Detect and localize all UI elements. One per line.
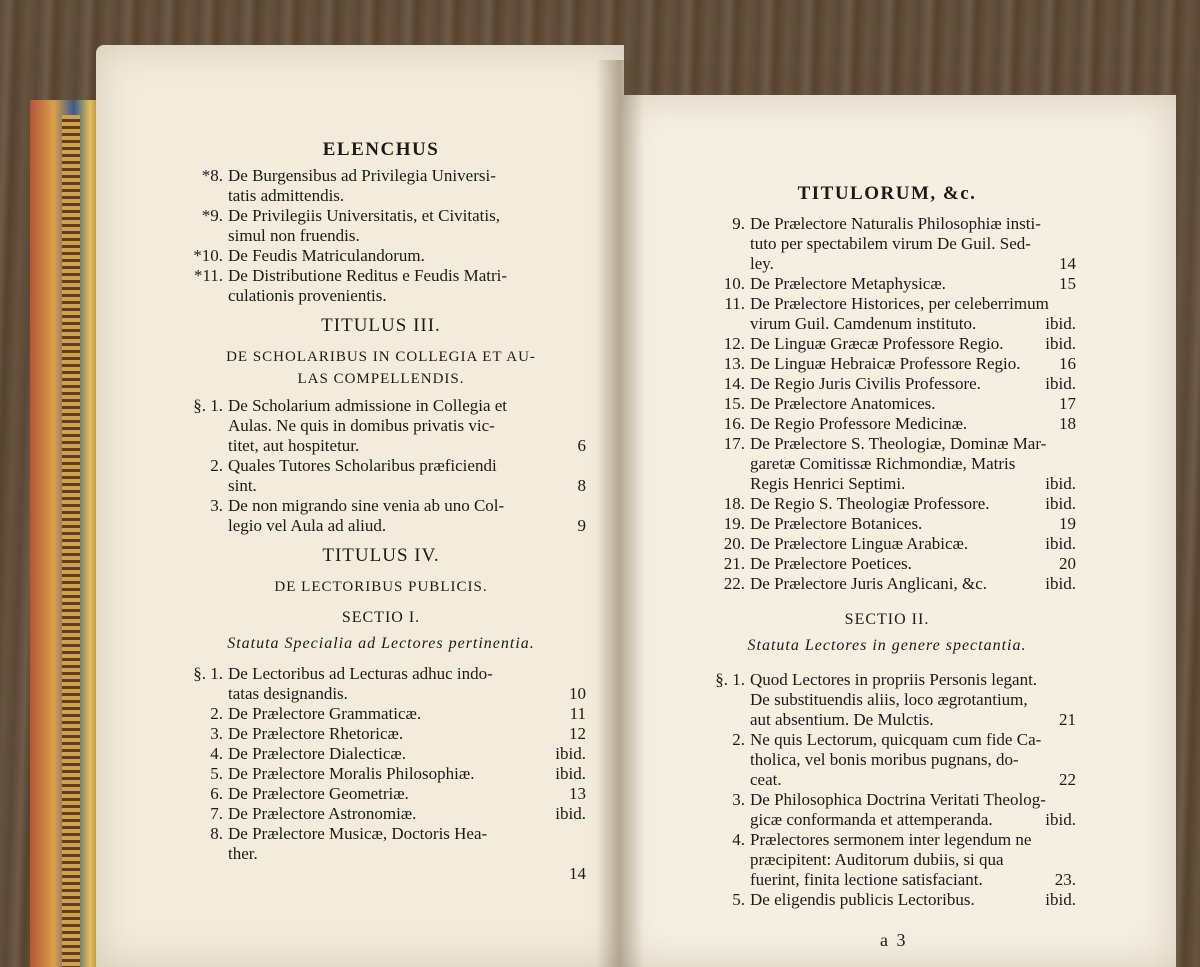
entry-title: De Prælectore Musicæ, Doctoris Hea- (228, 824, 488, 843)
running-head-left: ELENCHUS (322, 139, 440, 160)
entry-text (750, 334, 1076, 354)
entry-text (750, 214, 1076, 274)
entry-line (228, 744, 586, 764)
page-reference (1068, 670, 1076, 690)
running-head-right: TITULORUM, &c. (797, 183, 977, 204)
entry-line (228, 516, 586, 536)
entry-title: De Prælectore Linguæ Arabicæ. (750, 534, 969, 553)
sectio-i-subject: Statuta Specialia ad Lectores pertinentia. (227, 635, 535, 652)
page-reference: 22 (1059, 770, 1076, 789)
entry-title: præcipitent: Auditorum dubiis, si qua (750, 850, 1004, 869)
entry-title: De Regio Juris Civilis Professore. (750, 374, 981, 393)
entry-number: 13. (723, 354, 745, 373)
entries-left-b (176, 396, 586, 536)
entry-line (228, 784, 586, 804)
entry-number: 3. (210, 724, 223, 743)
toc-entry (698, 294, 1076, 334)
page-reference: 8 (577, 476, 586, 495)
entry-number: 16. (723, 414, 745, 433)
page-reference (1068, 294, 1076, 314)
page-reference: ibid. (1045, 334, 1076, 353)
entry-title: De Regio Professore Medicinæ. (750, 414, 968, 433)
page-reference (578, 166, 586, 186)
toc-entry (176, 496, 586, 536)
page-reference: ibid. (1045, 314, 1076, 333)
entry-line (228, 824, 586, 844)
entry-title: Ne quis Lectorum, quicquam cum fide Ca- (750, 730, 1042, 749)
titulus-iii-subject (176, 346, 586, 390)
entry-line (228, 206, 586, 226)
toc-entry (176, 664, 586, 704)
page-reference (1068, 434, 1076, 454)
toc-entry (176, 266, 586, 306)
entry-title: De Prælectore Poetices. (750, 554, 912, 573)
entry-line (228, 804, 586, 824)
toc-entry (698, 574, 1076, 594)
toc-entry (698, 554, 1076, 574)
entry-title: De Prælectore Dialecticæ. (228, 744, 406, 763)
page-reference: 10 (569, 684, 586, 703)
entry-number: §. 1. (715, 670, 745, 689)
page-reference (578, 186, 586, 206)
page-reference: 19 (1059, 514, 1076, 533)
page-reference: ibid. (1045, 574, 1076, 593)
page-reference (1068, 850, 1076, 870)
entry-title: virum Guil. Camdenum instituto. (750, 314, 977, 333)
titulus-iv-subject: DE LECTORIBUS PUBLICIS. (274, 579, 488, 595)
entry-number: 21. (723, 554, 745, 573)
entry-line (750, 574, 1076, 594)
entry-line (750, 414, 1076, 434)
sectio-ii-heading: SECTIO II. (844, 611, 930, 628)
entry-title: De Prælectore Metaphysicæ. (750, 274, 946, 293)
toc-entry (176, 704, 586, 724)
toc-entry (176, 744, 586, 764)
toc-entry (698, 354, 1076, 374)
entry-number: 15. (723, 394, 745, 413)
entry-line (228, 684, 586, 704)
left-page-text (176, 138, 586, 884)
toc-entry (698, 334, 1076, 354)
entry-text (750, 514, 1076, 534)
entry-number: 8. (210, 824, 223, 843)
entry-title: garetæ Comitissæ Richmondiæ, Matris (750, 454, 1016, 473)
entry-title: De Feudis Matriculandorum. (228, 246, 425, 265)
toc-entry (698, 214, 1076, 274)
page-reference: 18 (1059, 414, 1076, 433)
entry-title: De Prælectore Grammaticæ. (228, 704, 422, 723)
entry-text (750, 534, 1076, 554)
entry-title (228, 864, 561, 884)
entry-line (750, 314, 1076, 334)
entry-title: legio vel Aula ad aliud. (228, 516, 387, 535)
entry-line (228, 166, 586, 186)
entry-number: 11. (724, 294, 745, 313)
entry-title: Quod Lectores in propriis Personis legant. (750, 670, 1038, 689)
entry-text (750, 274, 1076, 294)
toc-entry (698, 534, 1076, 554)
entry-line (228, 864, 586, 884)
entry-line (750, 294, 1076, 314)
toc-entry (698, 670, 1076, 730)
entry-text (750, 394, 1076, 414)
entry-line (228, 704, 586, 724)
entry-line (228, 186, 586, 206)
page-reference: 11 (569, 704, 586, 723)
entry-number: *9. (201, 206, 223, 225)
folio-signature: a 3 (880, 930, 908, 950)
toc-entry (698, 274, 1076, 294)
toc-entry (698, 830, 1076, 890)
page-reference (1068, 690, 1076, 710)
toc-entry (698, 374, 1076, 394)
entry-line (750, 730, 1076, 750)
page-reference: ibid. (1045, 374, 1076, 393)
entry-title: De Burgensibus ad Privilegia Universi- (228, 166, 496, 185)
entry-title: tuto per spectabilem virum De Guil. Sed- (750, 234, 1031, 253)
entry-text (750, 374, 1076, 394)
entry-number: 14. (723, 374, 745, 393)
toc-entry (176, 724, 586, 744)
entry-text (228, 396, 586, 456)
entry-line (228, 844, 586, 864)
page-reference: 20 (1059, 554, 1076, 573)
entry-number: 2. (210, 704, 223, 723)
entry-text (228, 246, 586, 266)
entry-title: De Distributione Reditus e Feudis Matri- (228, 266, 508, 285)
entry-text (750, 730, 1076, 790)
entry-text (228, 166, 586, 206)
entry-number: 19. (723, 514, 745, 533)
entry-text (750, 414, 1076, 434)
entry-text (228, 206, 586, 246)
entry-title: fuerint, finita lectione satisfaciant. (750, 870, 983, 889)
entry-title: tatis admittendis. (228, 186, 345, 205)
entry-number: 5. (732, 890, 745, 909)
entry-number: *10. (193, 246, 223, 265)
toc-entry (698, 394, 1076, 414)
page-reference (578, 266, 586, 286)
entry-title: De Prælectore Moralis Philosophiæ. (228, 764, 475, 783)
entry-number: 5. (210, 764, 223, 783)
toc-entry (176, 764, 586, 784)
entry-text (750, 830, 1076, 890)
entry-line (228, 456, 586, 476)
entry-text (228, 724, 586, 744)
subject-line: LAS COMPELLENDIS. (297, 371, 465, 387)
page-reference (1068, 454, 1076, 474)
entries-right-b (698, 670, 1076, 910)
page-reference: ibid. (1045, 494, 1076, 513)
page-reference (578, 246, 586, 266)
page-reference: 16 (1059, 354, 1076, 373)
entry-title: Regis Henrici Septimi. (750, 474, 906, 493)
page-reference (1068, 830, 1076, 850)
page-gutter (596, 60, 644, 967)
entry-text (750, 574, 1076, 594)
entry-line (750, 254, 1076, 274)
entry-number: 22. (723, 574, 745, 593)
entry-number: §. 1. (193, 396, 223, 415)
page-reference (578, 206, 586, 226)
entry-line (750, 690, 1076, 710)
page-reference (578, 416, 586, 436)
entry-title: De Privilegiis Universitatis, et Civitatis, (228, 206, 500, 225)
entry-line (750, 534, 1076, 554)
page-reference: 14 (569, 864, 586, 883)
entry-number: 10. (723, 274, 745, 293)
toc-entry (698, 514, 1076, 534)
page-reference: 21 (1059, 710, 1076, 729)
entry-number: *8. (201, 166, 223, 185)
entry-title: Quales Tutores Scholaribus præficiendi (228, 456, 497, 475)
entry-title: De Prælectore Astronomiæ. (228, 804, 417, 823)
page-reference (578, 824, 586, 844)
entry-title: De Prælectore Naturalis Philosophiæ insti- (750, 214, 1041, 233)
toc-entry (176, 166, 586, 206)
entry-line (750, 454, 1076, 474)
entry-line (750, 354, 1076, 374)
titulus-iv-heading: TITULUS IV. (322, 545, 440, 566)
entry-line (750, 870, 1076, 890)
page-reference: ibid. (1045, 890, 1076, 909)
entries-right-a (698, 214, 1076, 594)
entry-line (750, 890, 1076, 910)
entry-text (228, 764, 586, 784)
entry-title: ley. (750, 254, 774, 273)
entry-title: aut absentium. De Mulctis. (750, 710, 934, 729)
entry-number: *11. (193, 266, 223, 285)
page-reference (578, 844, 586, 864)
toc-entry (176, 824, 586, 884)
entry-title: De Prælectore Geometriæ. (228, 784, 409, 803)
page-reference: ibid. (1045, 534, 1076, 553)
page-reference (578, 456, 586, 476)
entry-line (750, 790, 1076, 810)
entry-title: De Prælectore S. Theologiæ, Dominæ Mar- (750, 434, 1047, 453)
entry-line (750, 374, 1076, 394)
entry-title: De substituendis aliis, loco ægrotantium, (750, 690, 1028, 709)
entry-title: culationis provenientis. (228, 286, 387, 305)
entry-number: §. 1. (193, 664, 223, 683)
entry-text (228, 266, 586, 306)
page-reference (1068, 750, 1076, 770)
entry-number: 7. (210, 804, 223, 823)
page-reference: 12 (569, 724, 586, 743)
entry-number: 12. (723, 334, 745, 353)
entry-text (750, 294, 1076, 334)
sectio-i-heading: SECTIO I. (341, 609, 421, 626)
entry-text (750, 354, 1076, 374)
entry-line (750, 850, 1076, 870)
entry-text (228, 744, 586, 764)
entry-line (750, 214, 1076, 234)
entry-title: De eligendis publicis Lectoribus. (750, 890, 975, 909)
entry-line (228, 496, 586, 516)
entry-line (228, 416, 586, 436)
entry-title: Aulas. Ne quis in domibus privatis vic- (228, 416, 495, 435)
entry-title: gicæ conformanda et attemperanda. (750, 810, 993, 829)
entry-line (750, 494, 1076, 514)
entry-number: 20. (723, 534, 745, 553)
entries-left-a (176, 166, 586, 306)
entry-number: 2. (210, 456, 223, 475)
right-page-text (698, 182, 1076, 910)
page-reference: 17 (1059, 394, 1076, 413)
entry-title: tatas designandis. (228, 684, 348, 703)
page-reference (578, 396, 586, 416)
toc-entry (176, 206, 586, 246)
entry-title: De Prælectore Botanices. (750, 514, 923, 533)
toc-entry (176, 246, 586, 266)
sectio-ii-subject: Statuta Lectores in genere spectantia. (747, 637, 1027, 654)
entry-line (228, 246, 586, 266)
entry-title: De Regio S. Theologiæ Professore. (750, 494, 990, 513)
entry-text (750, 554, 1076, 574)
entry-line (228, 724, 586, 744)
entry-title: De non migrando sine venia ab uno Col- (228, 496, 505, 515)
entry-text (750, 790, 1076, 830)
entry-line (228, 476, 586, 496)
entry-text (228, 784, 586, 804)
entry-text (228, 824, 586, 884)
entry-title: simul non fruendis. (228, 226, 360, 245)
toc-entry (698, 494, 1076, 514)
entry-line (750, 770, 1076, 790)
entry-number: 18. (723, 494, 745, 513)
entry-number: 4. (732, 830, 745, 849)
toc-entry (176, 784, 586, 804)
toc-entry (698, 434, 1076, 494)
entry-line (228, 664, 586, 684)
page-reference (578, 286, 586, 306)
entry-line (750, 514, 1076, 534)
toc-entry (698, 414, 1076, 434)
entry-line (750, 434, 1076, 454)
page-reference (1068, 234, 1076, 254)
entry-title: De Philosophica Doctrina Veritati Theolog- (750, 790, 1046, 809)
entry-text (228, 704, 586, 724)
toc-entry (698, 790, 1076, 830)
page-reference (578, 664, 586, 684)
entry-number: 6. (210, 784, 223, 803)
page-reference: 15 (1059, 274, 1076, 293)
entry-number: 2. (732, 730, 745, 749)
page-reference: 23. (1054, 870, 1076, 889)
entry-line (750, 394, 1076, 414)
subject-line: DE SCHOLARIBUS IN COLLEGIA ET AU- (226, 349, 536, 365)
entry-text (228, 804, 586, 824)
entry-line (750, 750, 1076, 770)
entry-title: sint. (228, 476, 257, 495)
entry-title: De Linguæ Græcæ Professore Regio. (750, 334, 1004, 353)
entry-title: ther. (228, 844, 258, 863)
entry-line (750, 670, 1076, 690)
entry-line (750, 710, 1076, 730)
entry-text (228, 456, 586, 496)
page-reference (1068, 214, 1076, 234)
entry-title: titet, aut hospitetur. (228, 436, 360, 455)
page-reference (1068, 790, 1076, 810)
page-reference: ibid. (555, 764, 586, 783)
page-reference: 9 (577, 516, 586, 535)
book-spine-gilt (62, 115, 80, 967)
entry-line (228, 436, 586, 456)
page-reference: ibid. (555, 804, 586, 823)
entry-line (228, 286, 586, 306)
entry-title: De Lectoribus ad Lecturas adhuc indo- (228, 664, 493, 683)
entry-text (750, 434, 1076, 494)
entry-line (750, 234, 1076, 254)
entry-text (750, 890, 1076, 910)
entry-title: tholica, vel bonis moribus pugnans, do- (750, 750, 1019, 769)
page-reference: 13 (569, 784, 586, 803)
entry-text (750, 670, 1076, 730)
entry-title: De Scholarium admissione in Collegia et (228, 396, 508, 415)
titulus-iii-heading: TITULUS III. (321, 315, 441, 336)
entry-line (228, 266, 586, 286)
entry-line (750, 334, 1076, 354)
entry-title: De Prælectore Rhetoricæ. (228, 724, 404, 743)
page-reference (1068, 730, 1076, 750)
toc-entry (698, 890, 1076, 910)
entry-title: De Prælectore Juris Anglicani, &c. (750, 574, 988, 593)
toc-entry (698, 730, 1076, 790)
entries-left-c (176, 664, 586, 884)
entry-text (750, 494, 1076, 514)
entry-number: 9. (732, 214, 745, 233)
page-reference: ibid. (555, 744, 586, 763)
entry-title: De Linguæ Hebraicæ Professore Regio. (750, 354, 1021, 373)
entry-number: 4. (210, 744, 223, 763)
entry-number: 3. (210, 496, 223, 515)
toc-entry (176, 804, 586, 824)
entry-text (228, 496, 586, 536)
entry-number: 17. (723, 434, 745, 453)
toc-entry (176, 396, 586, 456)
page-reference (578, 226, 586, 246)
page-reference: 14 (1059, 254, 1076, 273)
page-reference: 6 (577, 436, 586, 455)
entry-text (228, 664, 586, 704)
toc-entry (176, 456, 586, 496)
page-reference (578, 496, 586, 516)
entry-line (750, 810, 1076, 830)
entry-title: De Prælectore Historices, per celeberrimum (750, 294, 1049, 313)
entry-title: Prælectores sermonem inter legendum ne (750, 830, 1032, 849)
entry-line (228, 764, 586, 784)
entry-line (750, 554, 1076, 574)
entry-line (750, 474, 1076, 494)
entry-number: 3. (732, 790, 745, 809)
page-reference: ibid. (1045, 474, 1076, 493)
entry-title: De Prælectore Anatomices. (750, 394, 936, 413)
entry-line (750, 830, 1076, 850)
page-reference: ibid. (1045, 810, 1076, 829)
entry-line (228, 226, 586, 246)
entry-title: ceat. (750, 770, 782, 789)
entry-line (750, 274, 1076, 294)
entry-line (228, 396, 586, 416)
